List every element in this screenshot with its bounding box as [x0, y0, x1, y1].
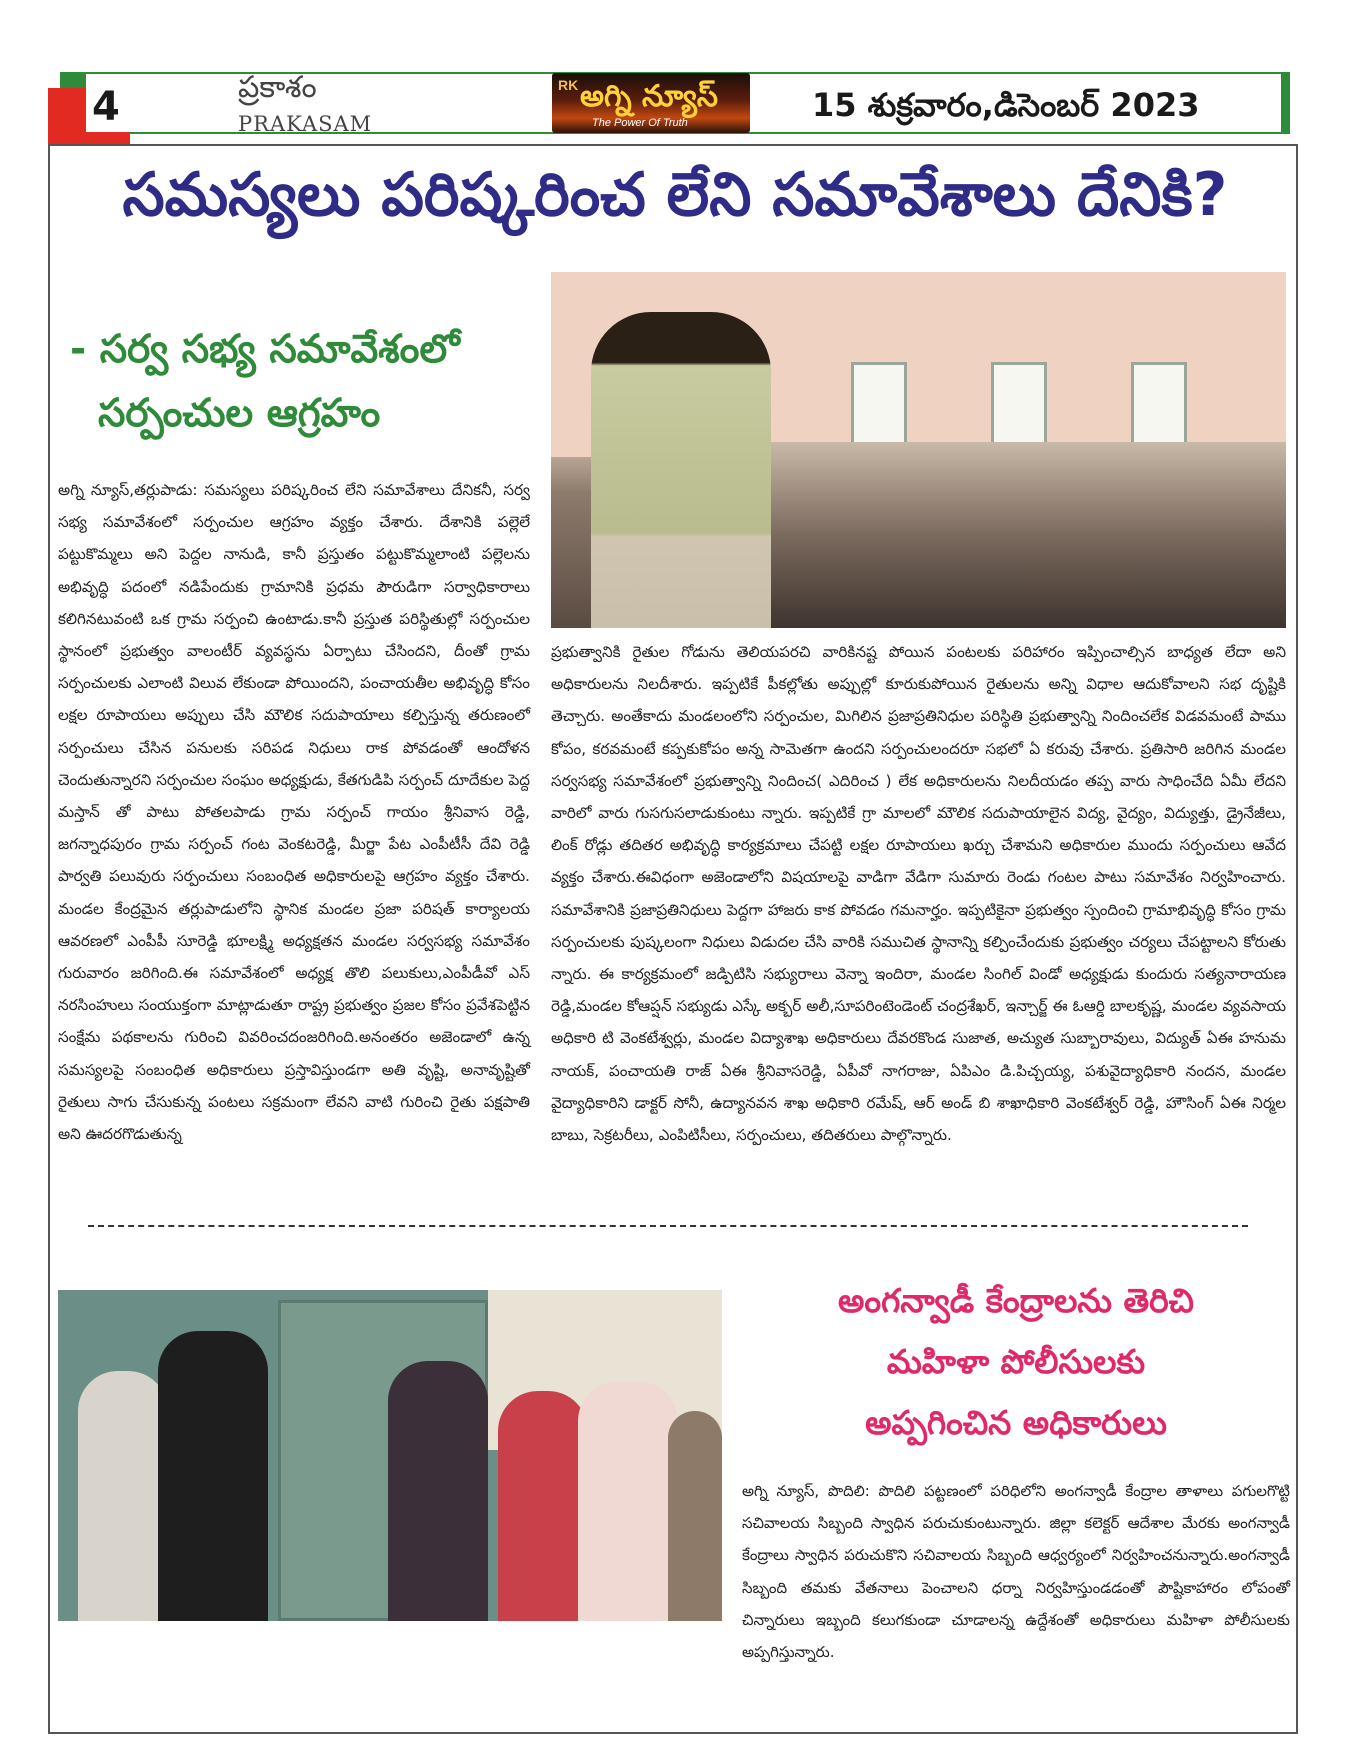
second-headline-line-1: అంగన్వాడీ కేంద్రాలను తెరిచి [838, 1281, 1194, 1320]
sub-headline [70, 318, 460, 446]
page-number: 4 [92, 84, 120, 130]
main-headline: సమస్యలు పరిష్కరించ లేని సమావేశాలు దేనికి? [122, 160, 1228, 230]
sub-headline-line-1: - సర్వ సభ్య సమావేశంలో [70, 327, 460, 372]
meeting-photo [551, 272, 1286, 628]
article-column-1: అగ్ని న్యూస్,తర్లుపాడు: సమస్యలు పరిష్కరించ లేని సమావేశాలు దేనికనీ, సర్వ సభ్య సమావేశంలో సర్పంచుల ఆగ్రహం వ్యక్తం చేశారు. దేశానికి పల్లెలే పట్టుకొమ్మలు అని పెద్దల నానుడి, కానీ ప్రస్తుతం పట్టుకొమ్మలాంటి పల్లెలను అభివృద్ధి పదంలో నడిపేందుకు గ్రామానికి ప్రధమ పౌరుడిగా సర్వాధికారాలు కలిగినటువంటి ఒక గ్రామ సర్పంచి ఉంటాడు.కానీ ప్రస్తుత పరిస్థితుల్లో సర్పంచుల స్థానంలో ప్రభుత్వం వాలంటీర్ వ్యవస్థను ఏర్పాటు చేసిందని, దీంతో గ్రామ సర్పంచులకు ఎలాంటి విలువ లేకుండా పోయిందని, పంచాయతీల అభివృద్ధి కోసం లక్షల రూపాయలు అప్పులు చేసి మౌలిక సదుపాయాలు కల్పిస్తున్న తరుణంలో సర్పంచులు చేసిన పనులకు సరిపడ నిధులు రాక పోవడంతో ఆందోళన చెందుతున్నారని సర్పంచుల సంఘం అధ్యక్షుడు, కేతగుడిపి సర్పంచ్ దూదేకుల పెద్ద మస్తాన్ తో పాటు పోతలపాడు గ్రామ సర్పంచ్ గాయం శ్రీనివాస రెడ్డి, జగన్నాధపురం గ్రామ సర్పంచ్ గంట వెంకటరెడ్డి, మీర్జా పేట ఎంపీటీసీ దేవి రెడ్డి పార్వతి పలువురు సర్పంచులు సంబంధిత అధికారులపై ఆగ్రహం వ్యక్తం చేశారు. మండల కేంద్రమైన తర్లుపాడులోని స్థానిక మండల ప్రజా పరిషత్ కార్యాలయ ఆవరణలో ఎంపీపీ సూరెడ్డి భూలక్ష్మి అధ్యక్షతన మండల సర్వసభ్య సమావేశం గురువారం జరిగింది.ఈ సమావేశంలో అధ్యక్ష తొలి పలుకులు,ఎంపీడీవో ఎస్ నరసింహులు సంయుక్తంగా మాట్లాడుతూ రాష్ట్ర ప్రభుత్వం ప్రజల కోసం ప్రవేశపెట్టిన సంక్షేమ పథకాలను గురించి వివరించదంజరిగింది.అనంతరం అజెండాలో ఉన్న సమస్యలపై సంబంధిత అధికారులు ప్రస్తావిస్తుండగా అతి వృష్టి, అనావృష్టితో రైతులు సాగు చేసుకున్న పంటలు సక్రమంగా లేవని వాటి గురించి రైతు పక్షపాతి అని ఊదరగొడుతున్న [58, 481, 530, 1144]
section-divider [88, 1225, 1248, 1227]
second-headline-line-2: మహిళా పోలీసులకు [886, 1342, 1146, 1381]
photo-person [158, 1331, 268, 1621]
section-title-english: PRAKASAM [238, 112, 373, 136]
article-column-2: ప్రభుత్వానికి రైతుల గోడును తెలియపరచి వారికినష్ట పోయిన పంటలకు పరిహారం ఇప్పించాల్సిన బాధ్యత లేదా అని అధికారులను నిలదీశారు. ఇప్పటికే పీకల్లోతు అప్పుల్లో కూరుకుపోయిన రైతులను అన్ని విధాల ఆదుకోవాలని సభ దృష్టికి తెచ్చారు. అంతేకాదు మండలంలోని సర్పంచుల, మిగిలిన ప్రజాప్రతినిధుల పరిస్థితి ప్రభుత్వాన్ని నిందించలేక విడవమంటే పాము కోపం, కరవమంటే కప్పకుకోపం అన్న సామెతగా ఉందని సర్పంచులందరూ సభలో ఏ కరువు చేశారు. ప్రతిసారి జరిగిన మండల సర్వసభ్య సమావేశంలో ప్రభుత్వాన్ని నిందించ( ఎదిరించ ) లేక అధికారులను నిలదీయడం తప్ప వారు సాధించేది ఏమీ లేదని వారిలో వారు గుసగుసలాడుకుంటు న్నారు. ఇప్పటికే గ్రా మాలలో మౌలిక సదుపాయాలైన విద్య, వైద్యం, విద్యుత్తు, డ్రైనేజీలు, లింక్ రోడ్లు తదితర అభివృద్ధి కార్యక్రమాలు చేపట్టి లక్షల రూపాయలు ఖర్చు చేశామని అధికారుల ముందు సర్పంచులు ఆవేద వ్యక్తం చేశారు.ఈవిధంగా అజెండాలోని విషయాలపై వాడిగా వేడిగా సుమారు రెండు గంటల పాటు సమావేశం నిర్వహించారు. సమావేశానికి ప్రజాప్రతినిధులు పెద్దగా హాజరు కాక పోవడం గమనార్హం. ఇప్పటికైనా ప్రభుత్వం స్పందించి గ్రామాభివృద్ధి కోసం గ్రామ సర్పంచులకు పుష్కలంగా నిధులు విడుదల చేసి వారికి సముచిత స్థానాన్ని కల్పించేందుకు ప్రభుత్వం చర్యలు చేపట్టాలని కోరుతు న్నారు. ఈ కార్యక్రమంలో జడ్పిటిసి సభ్యురాలు వెన్నా ఇందిరా, మండల సింగిల్ విండో అధ్యక్షుడు కుందురు సత్యనారాయణ రెడ్డి,మండల కోఆప్షన్ సభ్యుడు ఎస్కే అక్బర్ అలీ,సూపరింటెండెంట్ చంద్రశేఖర్, ఇన్చార్జ్ ఈ ఓఆర్డి బాలకృష్ణ, మండల వ్యవసాయ అధికారి టి వెంకటేశ్వర్లు, మండల విద్యాశాఖ అధికారులు దేవరకొండ సుజాత, అచ్యుత సుబ్బారావులు, విద్యుత్ ఏఈ హనుమ నాయక్, పంచాయతి రాజ్ ఏఈ శ్రీనివాసరెడ్డి, ఏపీవో నాగరాజు, ఏపిఎం డి.పిచ్చయ్య, పశువైద్యాధికారి నందన, మండల వైద్యాధికారిని డాక్టర్ సోనీ, ఉద్యానవన శాఖ అధికారి రమేష్, ఆర్ అండ్ బి శాఖాధికారి వెంకటేశ్వర్ రెడ్డి, హౌసింగ్ ఏఈ నిర్మల బాబు, సెక్రటరీలు, ఎంపిటిసీలు, సర్పంచులు, తదితరులు పాల్గొన్నారు. [551, 643, 1286, 1145]
photo-person [388, 1361, 488, 1621]
second-article-body: అగ్ని న్యూస్, పొదిలి: పొదిలి పట్టణంలో పరిధిలోని అంగన్వాడీ కేంద్రాల తాళాలు పగులగొట్టి సచివాలయ సిబ్బంది స్వాధిన పరుచుకుంటున్నారు. జిల్లా కలెక్టర్ ఆదేశాల మేరకు అంగన్వాడీ కేంద్రాలు స్వాధిన పరుచుకొని సచివాలయ సిబ్బంది ఆధ్వర్యంలో నిర్వహించనున్నారు.అంగన్వాడీ సిబ్బంది తమకు వేతనాలు పెంచాలని ధర్నా నిర్వహిస్తుండడంతో పౌష్టికాహారం లోపంతో చిన్నారులు ఇబ్బంది కలుగకుండా చూడాలన్న ఉద్దేశంతో అధికారులు మహిళా పోలీసులకు అప్పగిస్తున్నారు. [742, 1482, 1290, 1662]
sub-headline-line-2: సర్పంచుల ఆగ్రహం [98, 391, 381, 436]
photo-person [578, 1381, 678, 1621]
photo-person [668, 1411, 722, 1621]
logo-rk: RK [558, 77, 579, 93]
second-headline [742, 1270, 1290, 1453]
photo-audience [731, 442, 1286, 628]
second-headline-line-3: అప్పగించిన అధికారులు [865, 1403, 1167, 1442]
agni-news-logo [552, 73, 750, 133]
anganwadi-door-photo [58, 1290, 722, 1621]
photo-speaker [591, 312, 771, 628]
logo-tagline: The Power Of Truth [592, 117, 688, 129]
photo-person [78, 1371, 168, 1621]
section-title-telugu: ప్రకాశం [238, 70, 317, 105]
photo-person [498, 1391, 588, 1621]
issue-date: 15 శుక్రవారం,డిసెంబర్ 2023 [812, 86, 1200, 124]
logo-name: అగ్ని న్యూస్ [580, 79, 718, 114]
